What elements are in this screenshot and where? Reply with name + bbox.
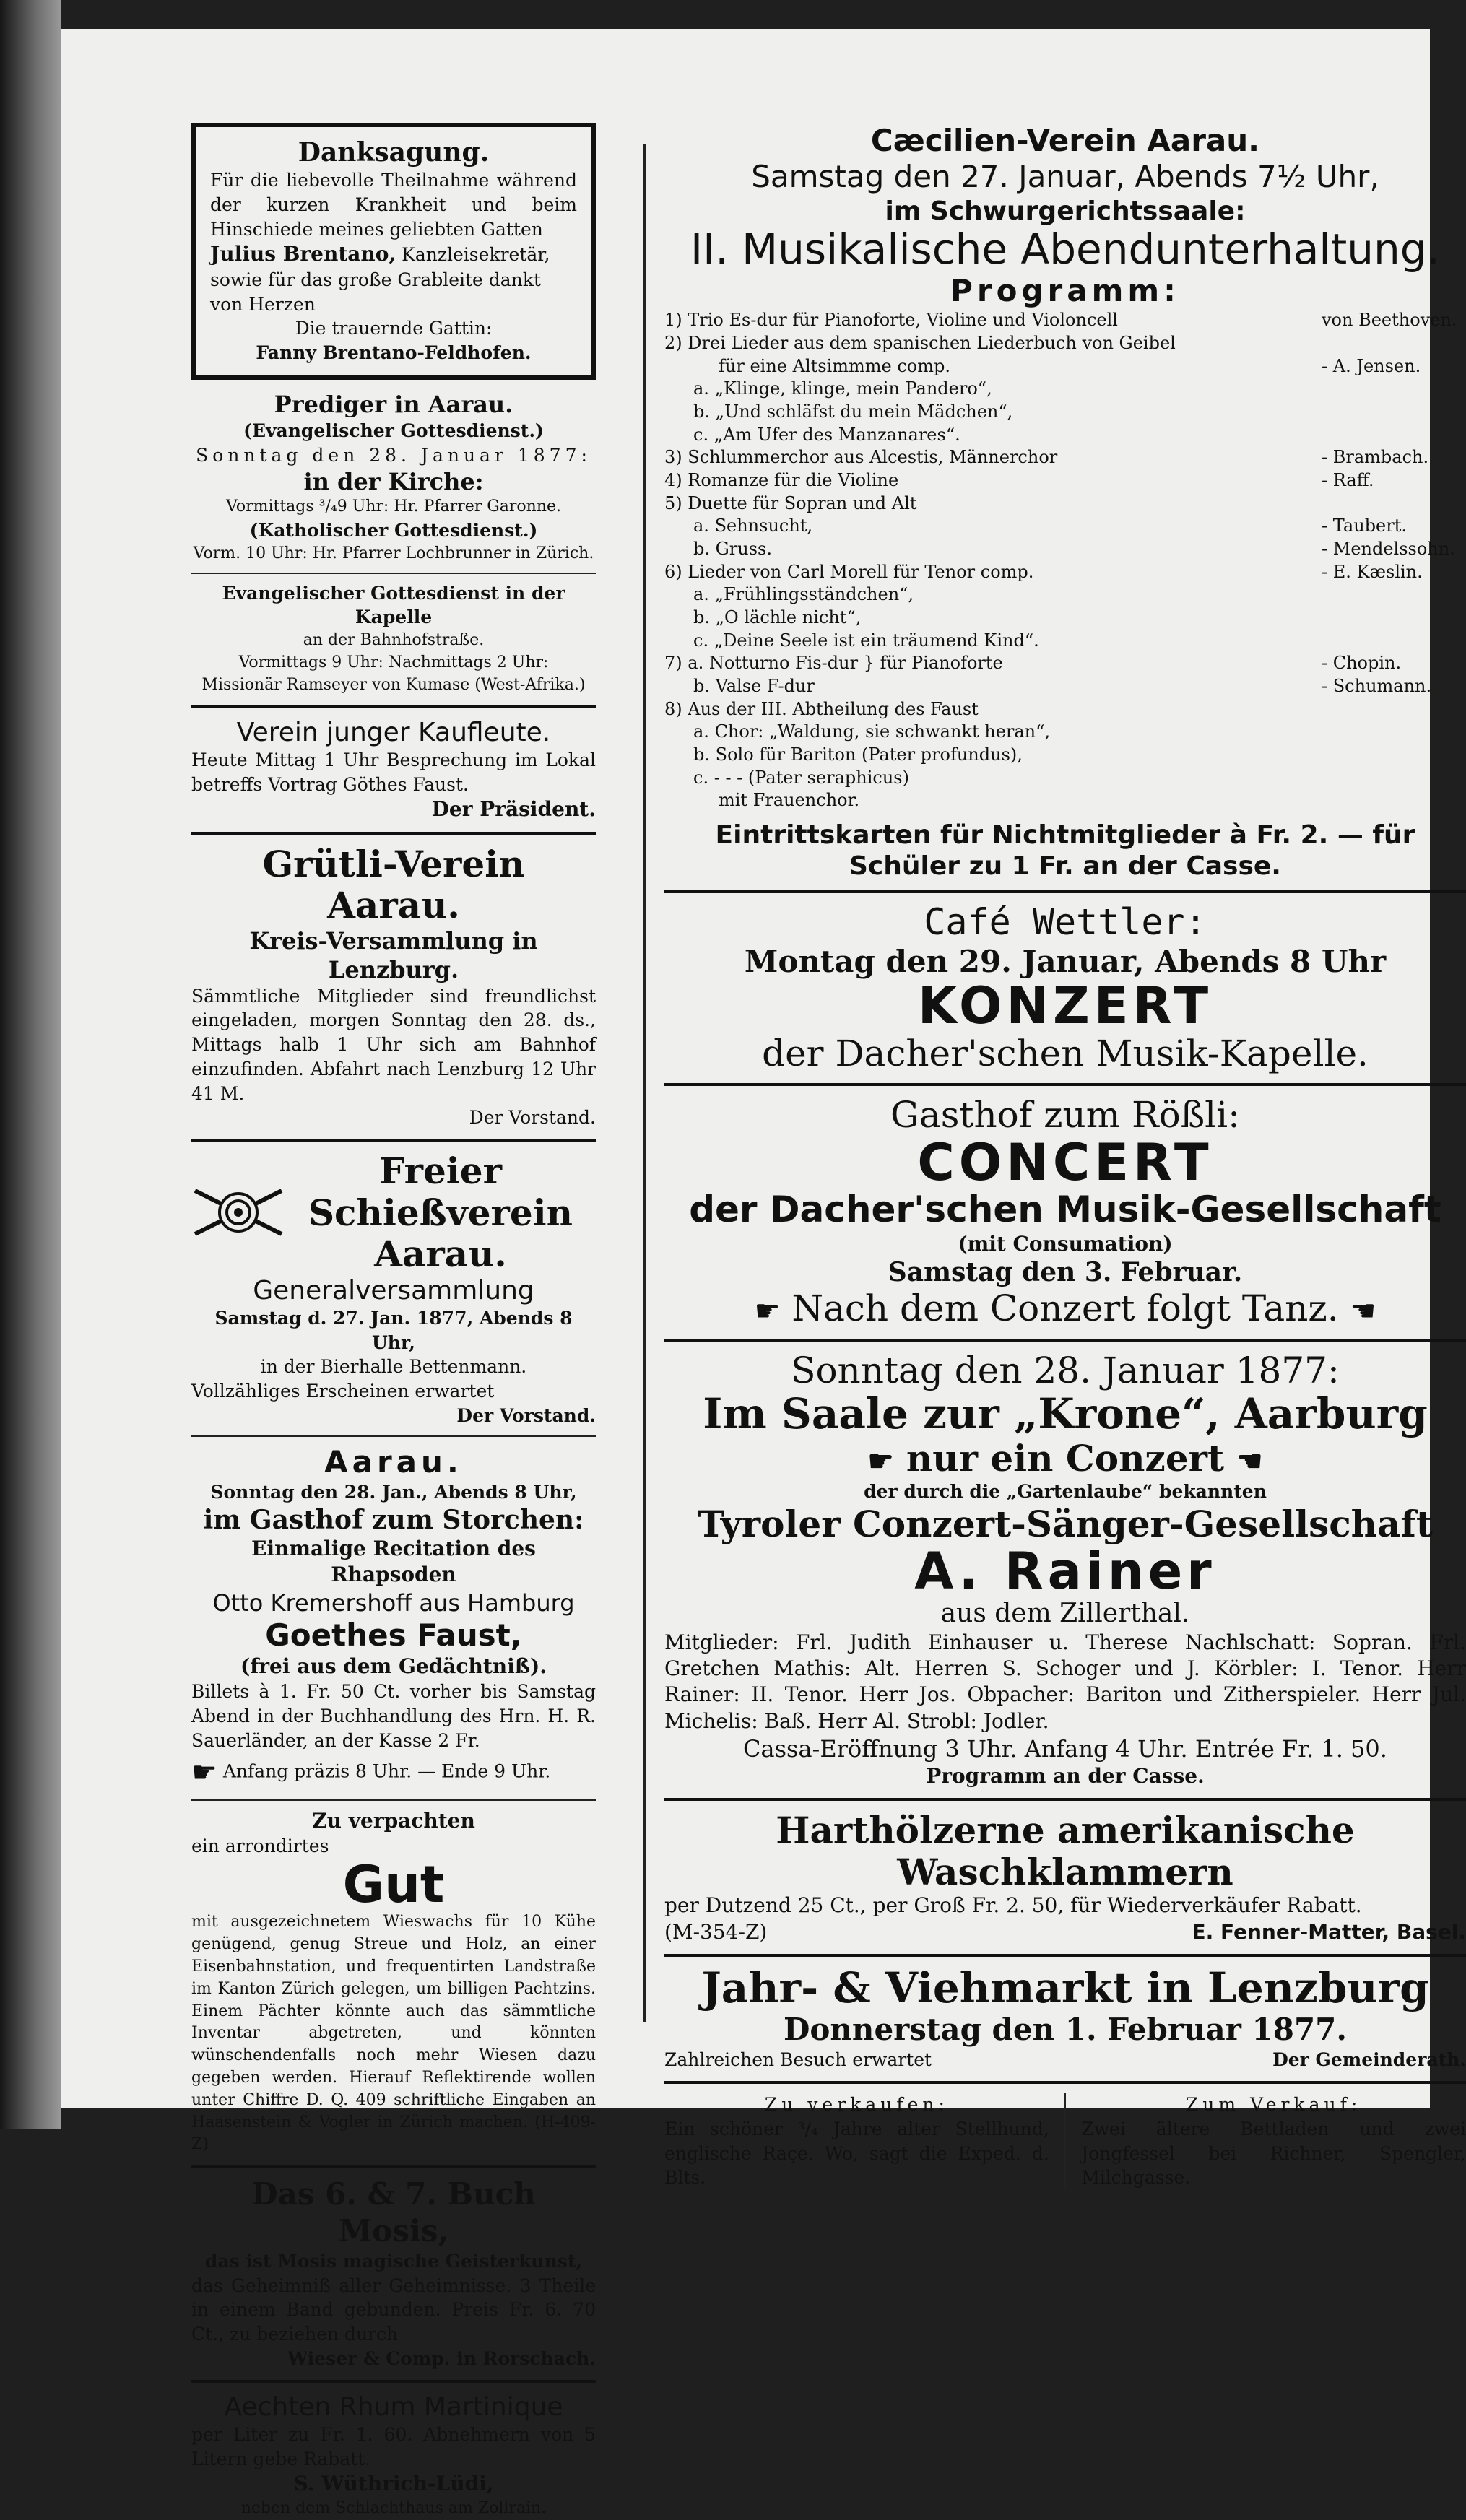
roessli-after: Nach dem Conzert folgt Tanz.	[791, 1287, 1339, 1330]
prediger-line3: an der Bahnhofstraße.	[303, 631, 485, 650]
roessli-date: Samstag den 3. Februar.	[888, 1257, 1243, 1288]
sale2-body: Zwei ältere Bettladen und zwei Jongfessel bei Richner, Spengler, Milchgasse.	[1081, 2118, 1466, 2189]
program-item-text: b. „O lächle nicht“,	[693, 607, 862, 627]
program-item	[664, 378, 1466, 401]
sale-notices	[664, 2093, 1466, 2190]
program-list	[664, 309, 1466, 812]
program-item-text: c. - - - (Pater seraphicus)	[693, 767, 909, 788]
sale1-body: Ein schöner ³/₄ Jahre alter Stellhund, englische Raçe. Wo, sagt die Exped. d. Blts.	[664, 2118, 1049, 2189]
program-item-composer: - Taubert.	[1322, 516, 1407, 536]
program-item	[664, 652, 1466, 675]
caecilien-entry: Eintrittskarten für Nichtmitglieder à Fr. 2. — für Schüler zu 1 Fr. an der Casse.	[715, 820, 1415, 882]
program-item-composer	[1322, 401, 1466, 424]
krone-title: Im Saale zur „Krone“, Aarburg	[703, 1389, 1428, 1439]
sale2-notice	[1081, 2093, 1466, 2190]
dank-body2: sowie für das große Grableite dankt von Herzen	[210, 269, 542, 315]
program-item-text: mit Frauenchor.	[719, 790, 860, 811]
wettler-sub: der Dacher'schen Musik-Kapelle.	[762, 1032, 1369, 1074]
rhum-notice	[191, 2391, 596, 2520]
program-item	[664, 583, 1466, 607]
program-item-text: a. „Klinge, klinge, mein Pandero“,	[693, 378, 992, 399]
prediger-sub3: Evangelischer Gottesdienst in der Kapelle	[222, 582, 565, 628]
krone-date: Sonntag den 28. Januar 1877:	[791, 1349, 1340, 1391]
program-item-text: b. Solo für Bariton (Pater profundus),	[693, 744, 1023, 765]
caecilien-date: Samstag den 27. Januar, Abends 7½ Uhr,	[751, 159, 1379, 195]
prediger-line5: Missionär Ramseyer von Kumase (West-Afrika.)	[201, 675, 586, 694]
wettler-notice	[664, 902, 1466, 1074]
aarau-line3: Goethes Faust,	[265, 1617, 522, 1653]
caecilien-notice	[664, 123, 1466, 882]
rhum-sig: S. Wüthrich-Lüdi,	[293, 2472, 494, 2496]
column-divider	[643, 144, 646, 2022]
moses-sig: Wieser & Comp. in Rorschach.	[287, 2347, 596, 2369]
dank-title: Danksagung.	[298, 137, 490, 168]
moses-sub: das ist Mosis magische Geisterkunst,	[204, 2250, 583, 2272]
divider	[664, 1083, 1466, 1086]
program-item-composer: - Chopin.	[1322, 653, 1402, 674]
program-item-text: 1) Trio Es-dur für Pianoforte, Violine und Violoncell	[664, 310, 1118, 331]
schiess-title2: Aarau.	[374, 1233, 507, 1276]
program-item-composer	[1322, 492, 1466, 516]
prediger-sub2: (Katholischer Gottesdienst.)	[249, 520, 538, 542]
divider	[664, 1798, 1466, 1801]
schiess-sig: Der Vorstand.	[456, 1404, 596, 1426]
gruetli-title: Grütli-Verein Aarau.	[262, 842, 525, 927]
program-item	[664, 789, 1466, 812]
gut-big: Gut	[342, 1854, 445, 1914]
program-item-composer	[1322, 607, 1466, 630]
prediger-line1: Vormittags ³/₄9 Uhr: Hr. Pfarrer Garonne.	[225, 498, 562, 516]
roessli-notice	[664, 1095, 1466, 1330]
markt-date: Donnerstag den 1. Februar 1877.	[783, 2012, 1348, 2048]
prediger-place: in der Kirche:	[303, 468, 484, 496]
program-item-text: b. Valse F-dur	[693, 675, 815, 696]
program-item-text: für eine Altsimmme comp.	[719, 355, 950, 376]
dank-sig-label: Die trauernde Gattin:	[295, 318, 493, 339]
roessli-big: CONCERT	[917, 1132, 1213, 1192]
program-item-composer	[1322, 698, 1466, 721]
program-item-composer	[1322, 721, 1466, 744]
program-item-composer: von Beethoven.	[1322, 310, 1457, 331]
schiess-title1: Freier Schießverein	[308, 1150, 573, 1234]
divider	[191, 1139, 596, 1142]
klammern-code: (M-354-Z)	[664, 1919, 768, 1944]
krone-members: Mitglieder: Frl. Judith Einhauser u. Therese Nachlschatt: Sopran. Frl. Gretchen Mathis: Alt. Herren S. Schoger und J. Körbler: I. Tenor. Herr Rainer: II. Tenor. Herr Jos. Obpacher: Bariton und Zitherspieler. Herr Jul. Michelis: Baß. Herr Al. Strobl: Jodler.	[664, 1630, 1466, 1733]
sale1-title: Zu verkaufen:	[764, 2094, 949, 2116]
pointing-hand-icon: ☚	[1236, 1444, 1263, 1479]
target-rifles-icon	[191, 1183, 285, 1241]
divider	[191, 573, 596, 574]
pointing-hand-icon: ☛	[754, 1295, 781, 1329]
markt-notice	[664, 1965, 1466, 2072]
moses-notice	[191, 2176, 596, 2371]
divider	[664, 1954, 1466, 1957]
left-column	[191, 123, 596, 2520]
aarau-line6: Anfang präzis 8 Uhr. — Ende 9 Uhr.	[222, 1760, 551, 1782]
klammern-body: per Dutzend 25 Ct., per Groß Fr. 2. 50, für Wiederverkäufer Rabatt.	[664, 1893, 1362, 1918]
prediger-title: Prediger in Aarau.	[274, 390, 513, 418]
gruetli-notice	[191, 843, 596, 1131]
divider	[191, 2165, 596, 2168]
program-title: Programm:	[950, 272, 1180, 308]
gut-sub: ein arrondirtes	[191, 1835, 329, 1857]
program-item	[664, 332, 1466, 355]
pointing-hand-icon: ☛	[867, 1444, 894, 1479]
divider	[664, 890, 1466, 893]
sale1-notice	[664, 2093, 1049, 2190]
program-item-text: 3) Schlummerchor aus Alcestis, Männerchor	[664, 447, 1058, 468]
program-item-text: a. Chor: „Waldung, sie schwankt heran“,	[693, 721, 1051, 742]
verein-body: Heute Mittag 1 Uhr Besprechung im Lokal betreffs Vortrag Göthes Faust.	[191, 749, 596, 795]
program-item-text: 6) Lieder von Carl Morell für Tenor comp.	[664, 561, 1034, 582]
krone-once: nur ein Conzert	[906, 1437, 1225, 1480]
klammern-notice	[664, 1809, 1466, 1945]
program-item-text: a. „Frühlingsständchen“,	[693, 584, 914, 605]
gruetli-sub: Kreis-Versammlung in Lenzburg.	[249, 926, 538, 983]
divider	[191, 705, 596, 708]
program-item	[664, 401, 1466, 424]
program-item-text: 5) Duette für Sopran und Alt	[664, 492, 917, 513]
program-item	[664, 355, 1466, 378]
dank-role: Kanzleisekretär,	[402, 244, 550, 266]
markt-title: Jahr- & Viehmarkt in Lenzburg	[701, 1963, 1429, 2013]
program-item	[664, 446, 1466, 469]
program-item	[664, 767, 1466, 790]
klammern-title: Harthölzerne amerikanische Waschklammern	[776, 1809, 1355, 1893]
program-item-composer	[1322, 630, 1466, 653]
krone-prog: Programm an der Casse.	[926, 1764, 1205, 1789]
aarau-line4: (frei aus dem Gedächtniß).	[240, 1654, 547, 1679]
krone-notice	[664, 1350, 1466, 1790]
moses-title: Das 6. & 7. Buch Mosis,	[251, 2176, 536, 2249]
divider	[191, 2380, 596, 2383]
rhum-body: per Liter zu Fr. 1. 60. Abnehmern von 5 Litern gebe Rabatt.	[191, 2423, 596, 2469]
aarau-line5: Billets à 1. Fr. 50 Ct. vorher bis Samstag Abend in der Buchhandlung des Hrn. H. R. Sauerländer, an der Kasse 2 Fr.	[191, 1681, 596, 1751]
program-item	[664, 744, 1466, 767]
program-item-text: 4) Romanze für die Violine	[664, 469, 899, 490]
wettler-big: KONZERT	[917, 976, 1213, 1036]
program-item	[664, 469, 1466, 492]
program-item-text: a. Sehnsucht,	[693, 516, 813, 536]
book-spine-edge	[0, 0, 61, 2129]
program-item-text: c. „Deine Seele ist ein träumend Kind“.	[693, 630, 1039, 651]
aarau-date: Sonntag den 28. Jan., Abends 8 Uhr,	[210, 1481, 577, 1503]
pointing-hand-icon: ☚	[1350, 1295, 1376, 1329]
program-item	[664, 492, 1466, 516]
wettler-title: Café Wettler:	[924, 901, 1207, 944]
gruetli-body: Sämmtliche Mitglieder sind freundlichst eingeladen, morgen Sonntag den 28. ds., Mittags halb 1 Uhr sich am Bahnhof einzufinden. Abfahrt nach Lenzburg 12 Uhr 41 M.	[191, 985, 596, 1104]
schiess-date: Samstag d. 27. Jan. 1877, Abends 8 Uhr,	[214, 1307, 573, 1353]
prediger-sub1: (Evangelischer Gottesdienst.)	[243, 420, 544, 441]
schiess-sub: Generalversammlung	[253, 1275, 534, 1305]
program-item-composer	[1322, 424, 1466, 447]
aarau-place: im Gasthof zum Storchen:	[203, 1504, 584, 1535]
krone-group: Tyroler Conzert-Sänger-Gesellschaft	[697, 1503, 1434, 1546]
divider	[664, 2081, 1466, 2084]
aarau-line1: Einmalige Recitation des Rhapsoden	[251, 1536, 536, 1587]
prediger-date: Sonntag den 28. Januar 1877:	[196, 444, 591, 466]
program-item-text: 2) Drei Lieder aus dem spanischen Liederbuch von Geibel	[664, 332, 1176, 353]
program-item-composer: - A. Jensen.	[1322, 355, 1421, 376]
roessli-paren: (mit Consumation)	[958, 1231, 1173, 1256]
program-item-composer: - Mendelssohn.	[1322, 538, 1455, 559]
aarau-notice	[191, 1444, 596, 1792]
program-item-composer: - Raff.	[1322, 469, 1374, 490]
markt-sig: Der Gemeinderath.	[1272, 2049, 1466, 2071]
program-item-composer: - E. Kæslin.	[1322, 561, 1423, 582]
roessli-sub: der Dacher'schen Musik-Gesellschaft	[689, 1189, 1441, 1231]
caecilien-title: Cæcilien-Verein Aarau.	[870, 123, 1260, 158]
gut-notice	[191, 1808, 596, 2156]
markt-body: Zahlreichen Besuch erwartet	[664, 2049, 932, 2071]
prediger-notice	[191, 390, 596, 697]
program-item-composer	[1322, 378, 1466, 401]
program-item-composer: - Brambach.	[1322, 447, 1429, 468]
dank-name: Julius Brentano,	[210, 242, 396, 266]
rhum-addr: neben dem Schlachthaus am Zollrain.	[240, 2498, 547, 2517]
program-item-composer	[1322, 744, 1466, 767]
program-item-composer: - Schumann.	[1322, 675, 1432, 696]
program-item	[664, 607, 1466, 630]
sale-divider	[1064, 2093, 1066, 2190]
program-item	[664, 309, 1466, 332]
caecilien-event: II. Musikalische Abendunterhaltung.	[690, 224, 1440, 274]
program-item-composer	[1322, 767, 1466, 790]
program-item-text: 8) Aus der III. Abtheilung des Faust	[664, 698, 979, 719]
caecilien-place: im Schwurgerichtssaale:	[885, 196, 1246, 226]
program-item	[664, 538, 1466, 561]
program-item-composer	[1322, 789, 1466, 812]
schiess-body: Vollzähliges Erscheinen erwartet	[191, 1381, 495, 1402]
program-item	[664, 675, 1466, 698]
gut-body: mit ausgezeichnetem Wieswachs für 10 Kühe genügend, genug Streue und Holz, an einer Eisenbahnstation, und frequentirten Landstraße im Kanton Zürich gelegen, um billigen Pachtzins. Einem Pächter könnte auch das sämmtliche Inventar abgetreten, und könnten wünschendenfalls noch mehr Wiesen dazu gegeben werden. Hierauf Reflektirende wollen unter Chiffre D. Q. 409 schriftliche Eingaben an Haasenstein & Vogler in Zürich machen. (H-409-Z)	[191, 1913, 596, 2154]
krone-times: Cassa-Eröffnung 3 Uhr. Anfang 4 Uhr. Entrée Fr. 1. 50.	[743, 1735, 1387, 1763]
krone-name: A. Rainer	[914, 1541, 1216, 1601]
moses-body: das Geheimniß aller Geheimnisse. 3 Theile in einem Band gebunden. Preis Fr. 6. 70 Ct., zu beziehen durch	[191, 2274, 596, 2345]
divider	[191, 1799, 596, 1801]
schiess-notice	[191, 1150, 596, 1428]
program-item	[664, 561, 1466, 584]
divider	[664, 1339, 1466, 1342]
sale2-title: Zum Verkauf:	[1185, 2094, 1362, 2116]
dank-signature: Fanny Brentano-Feldhofen.	[256, 342, 532, 364]
aarau-line2: Otto Kremershoff aus Hamburg	[212, 1589, 575, 1617]
verein-sig: Der Präsident.	[431, 797, 596, 822]
krone-known: der durch die „Gartenlaube“ bekannten	[864, 1480, 1267, 1502]
pointing-hand-icon: ☛	[191, 1755, 217, 1789]
schiess-place: in der Bierhalle Bettenmann.	[260, 1356, 527, 1378]
program-item	[664, 630, 1466, 653]
program-item	[664, 515, 1466, 538]
dank-body: Für die liebevolle Theilnahme während der kurzen Krankheit und beim Hinschiede meines geliebten Gatten	[210, 170, 577, 240]
right-column	[664, 123, 1466, 2190]
newspaper-page	[61, 29, 1466, 2517]
gruetli-sig: Der Vorstand.	[469, 1107, 596, 1129]
prediger-line4: Vormittags 9 Uhr: Nachmittags 2 Uhr:	[238, 653, 549, 672]
program-item-text: b. „Und schläfst du mein Mädchen“,	[693, 401, 1013, 422]
verein-notice	[191, 717, 596, 823]
program-item-text: 7) a. Notturno Fis-dur } für Pianoforte	[664, 653, 1003, 674]
program-item-text: c. „Am Ufer des Manzanares“.	[693, 424, 960, 445]
divider	[191, 832, 596, 835]
aarau-title: Aarau.	[324, 1443, 463, 1480]
rhum-title: Aechten Rhum Martinique	[224, 2391, 563, 2422]
krone-from: aus dem Zillerthal.	[940, 1599, 1190, 1629]
program-item	[664, 698, 1466, 721]
program-item-text: b. Gruss.	[693, 538, 772, 559]
klammern-sig: E. Fenner-Matter, Basel.	[1192, 1919, 1466, 1944]
divider	[191, 1435, 596, 1437]
roessli-title: Gasthof zum Rößli:	[890, 1094, 1241, 1137]
dank-notice	[191, 123, 596, 380]
program-item-composer	[1322, 583, 1466, 607]
prediger-line2: Vorm. 10 Uhr: Hr. Pfarrer Lochbrunner in Zürich.	[193, 544, 594, 562]
program-item-composer	[1322, 332, 1466, 355]
program-item	[664, 721, 1466, 744]
wettler-date: Montag den 29. Januar, Abends 8 Uhr	[744, 943, 1387, 979]
verein-title: Verein junger Kaufleute.	[236, 717, 551, 747]
program-item	[664, 424, 1466, 447]
gut-title: Zu verpachten	[312, 1808, 475, 1833]
